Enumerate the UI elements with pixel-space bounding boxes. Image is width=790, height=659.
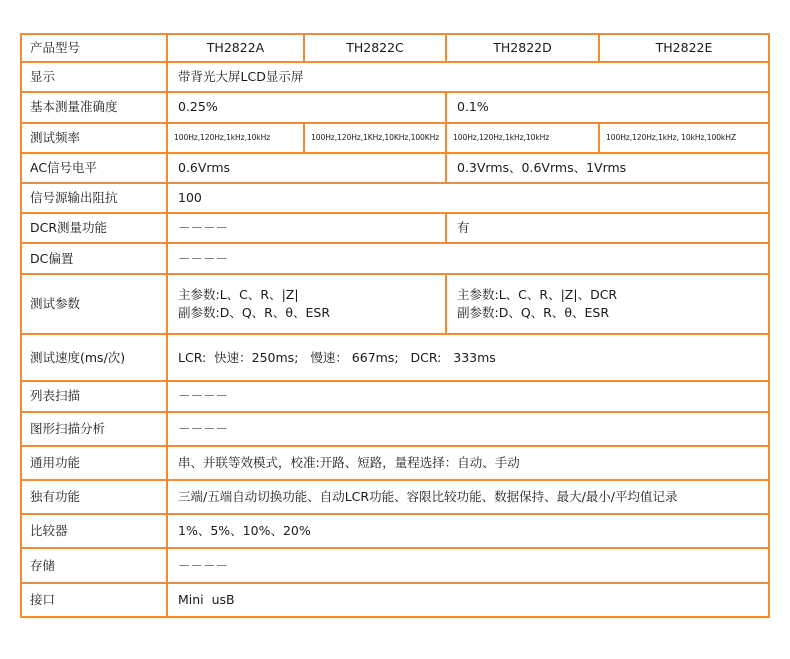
row-display [21,62,769,92]
label-frequency: 测试频率 [21,123,167,153]
row-models [21,34,769,62]
model-e: TH2822E [599,34,769,62]
value-ac-level-right: 0.3Vrms、0.6Vrms、1Vrms [446,153,769,183]
row-params [21,274,769,334]
model-c: TH2822C [304,34,446,62]
label-interface: 接口 [21,583,167,617]
label-unique: 独有功能 [21,480,167,514]
value-speed: LCR: 快速：250ms; 慢速： 667ms; DCR: 333ms [167,334,769,381]
label-common: 通用功能 [21,446,167,480]
label-source-impedance: 信号源输出阻抗 [21,183,167,213]
label-speed: 测试速度(ms/次) [21,334,167,381]
spec-table [20,33,768,618]
row-comparator [21,514,769,548]
params-right-main: 主参数:L、C、R、|Z|、DCR [457,286,618,302]
row-storage [21,548,769,582]
row-graph-sweep [21,412,769,446]
value-accuracy-left: 0.25% [167,92,446,122]
row-list-sweep [21,381,769,411]
value-dcr-left: －－－－ [167,213,446,243]
value-display: 带背光大屏LCD显示屏 [167,62,769,92]
value-frequency-e: 100Hz,120Hz,1kHz, 10kHz,100kHZ [599,123,769,153]
label-graph-sweep: 图形扫描分析 [21,412,167,446]
label-display: 显示 [21,62,167,92]
row-ac-level [21,153,769,183]
params-right-sub: 副参数:D、Q、R、θ、ESR [457,304,610,320]
value-frequency-d: 100Hz,120Hz,1kHz,10kHz [446,123,599,153]
params-left-main: 主参数:L、C、R、|Z| [178,286,299,302]
label-comparator: 比较器 [21,514,167,548]
params-left-sub: 副参数:D、Q、R、θ、ESR [178,304,331,320]
label-params: 测试参数 [21,274,167,334]
value-list-sweep: －－－－ [167,381,769,411]
row-dc-bias [21,243,769,273]
value-source-impedance: 100 [167,183,769,213]
value-graph-sweep: －－－－ [167,412,769,446]
label-ac-level: AC信号电平 [21,153,167,183]
value-params-left [167,274,446,334]
row-dcr [21,213,769,243]
label-dc-bias: DC偏置 [21,243,167,273]
row-frequency [21,123,769,153]
label-accuracy: 基本测量准确度 [21,92,167,122]
value-accuracy-right: 0.1% [446,92,769,122]
value-interface: Mini usB [167,583,769,617]
row-common [21,446,769,480]
value-unique: 三端/五端自动切换功能、自动LCR功能、容限比较功能、数据保持、最大/最小/平均值记录 [167,480,769,514]
model-d: TH2822D [446,34,599,62]
row-unique [21,480,769,514]
row-accuracy [21,92,769,122]
value-frequency-a: 100Hz,120Hz,1kHz,10kHz [167,123,304,153]
value-common: 串、并联等效模式，校准:开路、短路，量程选择：自动、手动 [167,446,769,480]
row-source-impedance [21,183,769,213]
label-list-sweep: 列表扫描 [21,381,167,411]
label-storage: 存储 [21,548,167,582]
row-interface [21,583,769,617]
value-params-right [446,274,769,334]
row-speed [21,334,769,381]
value-ac-level-left: 0.6Vrms [167,153,446,183]
model-a: TH2822A [167,34,304,62]
value-frequency-c: 100Hz,120Hz,1KHz,10KHz,100KHz [304,123,446,153]
value-storage: －－－－ [167,548,769,582]
value-dcr-right: 有 [446,213,769,243]
label-models: 产品型号 [21,34,167,62]
value-comparator: 1%、5%、10%、20% [167,514,769,548]
value-dc-bias: －－－－ [167,243,769,273]
label-dcr: DCR测量功能 [21,213,167,243]
